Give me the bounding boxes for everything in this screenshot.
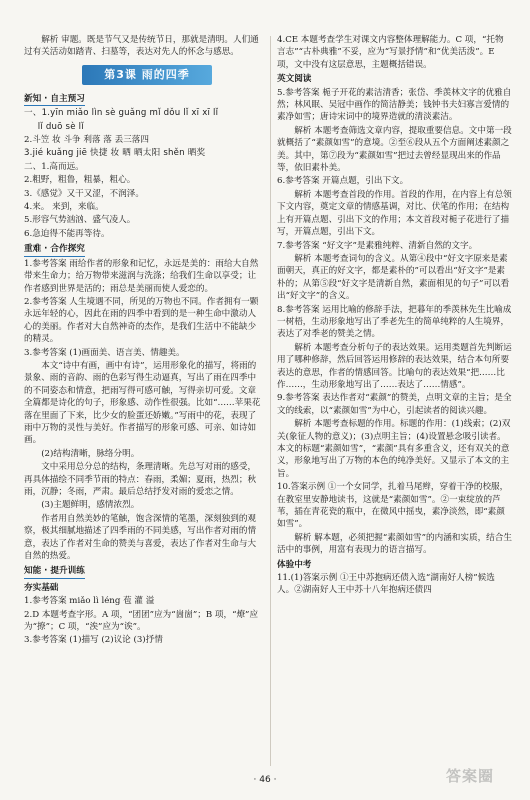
answer-line: 2.D 本题考查字形。A 项，“团团”应为“崮崮”；B 项，“燎”应为“撩”；C 项，“涘”应为“诶”。 — [24, 609, 259, 633]
answer-paragraph: 1.参考答案 雨给作者的形象和记忆，永远是美的：雨给大自然带来生命力；给万物带来滋润与洗涤；给我们生命以享受；让作者感到世界是活的；雨总是美丽而使人爱恋的。 — [24, 258, 259, 294]
answer-line: 3.jié kuǎng jiē 快捷 妆 晒 晒太阳 shěn 晒奖 — [24, 148, 206, 159]
answer-line: lǐ duō sè lǐ — [37, 121, 84, 132]
column-divider — [270, 36, 271, 766]
answer-paragraph: 6.参考答案 开篇点题，引出下文。 — [277, 176, 409, 187]
analysis-paragraph: 解析 本题考查词句的含义。从第④段中“好文字原来是素面朝天，真正的好文字，都是素朴的”可以看出“好文字”是素朴的；从第⑤段“好文字是清新自然，素面相见的句子”可以看出“好文字”的含义。 — [277, 253, 510, 302]
answer-paragraph: 10.答案示例 ①一个女同学，扎着马尾辫，穿着干净的校服，在教室里安静地读书，这就是“素颜如雪”。②一束绽放的芦苇，插在青花瓷的瓶中，在微风中摇曳，素净淡然，即“素颜如雪”。 — [277, 482, 509, 530]
answer-line: 2.斗笠 妆 斗争 利落 落 丢三落四 — [24, 135, 149, 146]
answer-paragraph: 2.参考答案 人生境遇不同，所见的万物也不同。作者拥有一颗永远年轻的心，因此在雨的四季中看到的是一种生命中激动人心的美丽。作者对大自然神奇的杰作，是我们生活中不能缺少的精灵。 — [24, 296, 259, 345]
answer-paragraph: 11.(1)答案示例 ①王中苏抱病还债入选“湖南好人榜”候选人。②湖南好人王中苏十八年抱病还债四 — [277, 573, 495, 596]
reading-answers — [277, 87, 512, 557]
answer-paragraph: 7.参考答案 “好文字”是素雅纯粹、清新自然的文字。 — [277, 240, 478, 251]
answer-line: 4.来。 来到，来临。 — [24, 202, 104, 213]
zhongdian-answers — [24, 258, 264, 563]
watermark-logo: 答案圈 — [446, 767, 495, 785]
answer-line: 2.粗野，粗鲁，粗暴，粗心。 — [24, 175, 136, 186]
left-column — [24, 34, 264, 770]
analysis-paragraph: 解析 本题考查标题的作用。标题的作用：(1)线索；(2)双关(象征人物的意义)；(3)点明主旨；(4)设置悬念吸引读者。本文的标题“素颜如雪”，“素颜”具有多重含义，还有双关的意义，形象地写出了万物的本色的纯净美好。又显示了本文的主旨。 — [277, 419, 511, 479]
answer-line: 二、1.高而远。 — [24, 161, 84, 172]
answer-paragraph: 5.参考答案 栀子开花的素洁清香；张岱、季羡林文字的优雅自然；林风眠、吴冠中画作的简洁静美；钱钟书夫妇寡言爱情的素净如雪；唐诗宋词中的境界造就的清淡素洁。 — [277, 87, 512, 123]
answer-line: 6.急迫得不能再等待。 — [24, 228, 110, 239]
answer-paragraph: 本文“诗中有画，画中有诗”，运用形象化的描写，将雨的景象、雨的音韵、雨的色彩写得生动逼真，写出了雨在四季中的不同姿态和情意，把雨写得可感可触，写得亲切可爱。文章全篇都是诗化的句子，形象感、动作性很强。比如“……苹果花落在里面了下来，比少女的脸蛋还娇嫩。”写雨中的花，表现了雨中万物的灵性与美好。作者描写的形象可感、可亲、如诗如画。 — [24, 360, 261, 446]
answer-line: 3.《感觉》又干又涩，不润泽。 — [24, 188, 144, 199]
section-heading-zhongdian: 重难 · 合作探究 — [24, 243, 85, 256]
answer-paragraph: 文中采用总分总的结构，条理清晰。先总写对雨的感受，再具体描绘不同季节雨的特点：春雨，柔媚；夏雨，热烈；秋雨，沉静；冬雨，严肃。最后总结抒发对雨的爱恋之情。 — [24, 462, 257, 497]
answer-line: 1.参考答案 miǎo lì léng 苞 灌 溢 — [24, 596, 155, 607]
subheading-hangshi: 夯实基础 — [24, 582, 59, 593]
analysis-paragraph: 解析 本题考查筛选文章内容，提取重要信息。文中第一段就概括了“素颜如雪”的意境。②至⑥段从五个方面阐述素颜之美。其中，第⑦段为“素颜如雪”把过去曾经显现出来的作品等，依旧素朴美。 — [277, 125, 512, 174]
lesson-title-banner: 第3课 雨的四季 — [82, 65, 212, 85]
answer-line: 3.参考答案 (1)描写 (2)议论 (3)抒情 — [24, 635, 163, 646]
answer-paragraph: 4.CE 本题考查学生对课文内容整体理解能力。C 项，“托物言志”“古朴典雅”不妥，应为“写景抒情”和“优美活泼”。E 项，文中没有这层意思，主题概括错误。 — [277, 35, 504, 70]
answer-line: 一、1.yīn miǎo lìn sè guǎng mǐ dǒu lǐ xī xī lǐ — [24, 108, 219, 119]
answer-paragraph: 3.参考答案 (1)画面美、语言美、情趣美。 — [24, 347, 185, 358]
answer-paragraph: (2)结构清晰，脉络分明。 — [41, 448, 140, 459]
page-number: · 46 · — [253, 774, 277, 785]
hangshi-answers — [24, 595, 264, 647]
subheading-reading: 英文阅读 — [277, 74, 312, 85]
subheading-tiyan: 体验中考 — [277, 559, 312, 570]
analysis-paragraph: 解析 解本题，必须把握“素颜如雪”的内涵和实质，结合生活中的事例，用富有表现力的语言描写。 — [277, 532, 512, 556]
answer-paragraph: (3)主题鲜明，感情浓烈。 — [41, 500, 140, 511]
intro-analysis: 解析 审题。既是节气又是传统节日，那就是清明。人们通过有关活动如踏青、扫墓等，表达对先人的怀念与感思。 — [24, 35, 259, 58]
answer-paragraph: 作者用自然美妙的笔触，饱含深情的笔墨，深刻独到的观察，极其细腻地描述了四季雨的不同美感，写出作者对雨的情意，表达了作者对生命的赞美与喜爱，表达了作者对生命与大自然的热爱。 — [24, 513, 257, 562]
analysis-paragraph: 解析 本题考查首段的作用。首段的作用，在内容上有总领下文内容，奠定文章的情感基调，对比、伏笔的作用；在结构上有开篇点题、引出下文的作用；本文首段对栀子花进行了描写，开篇点题，引出下文。 — [277, 189, 512, 238]
answer-paragraph: 9.参考答案 表达作者对“素颜”的赞美，点明文章的主旨；是全文的线索，以“素颜如雪”为中心，引起读者的阅读兴趣。 — [277, 393, 512, 416]
answer-line: 5.形容气势汹汹、盛气凌人。 — [24, 215, 136, 226]
section-heading-zhineng: 知能 · 提升训练 — [24, 565, 85, 578]
analysis-paragraph: 解析 本题考查分析句子的表达效果。运用类题首先判断运用了哪种修辞，然后回答运用修辞的表达效果，结合本句所要表达的意思，作者的情感回答。比喻句的表达效果“把……比作……，生动形象地写出了……表达了……情感”。 — [277, 342, 512, 390]
xinzhi-answers — [24, 107, 264, 240]
answer-paragraph: 8.参考答案 运用比喻的修辞手法，把暮年的季羡林先生比喻成一树梧，生动形象地写出了季老先生的简单纯粹的人生境界，表达了对季老的赞美之情。 — [277, 304, 512, 340]
right-column — [277, 34, 512, 770]
section-heading-xinzhi: 新知 · 自主预习 — [24, 93, 85, 106]
